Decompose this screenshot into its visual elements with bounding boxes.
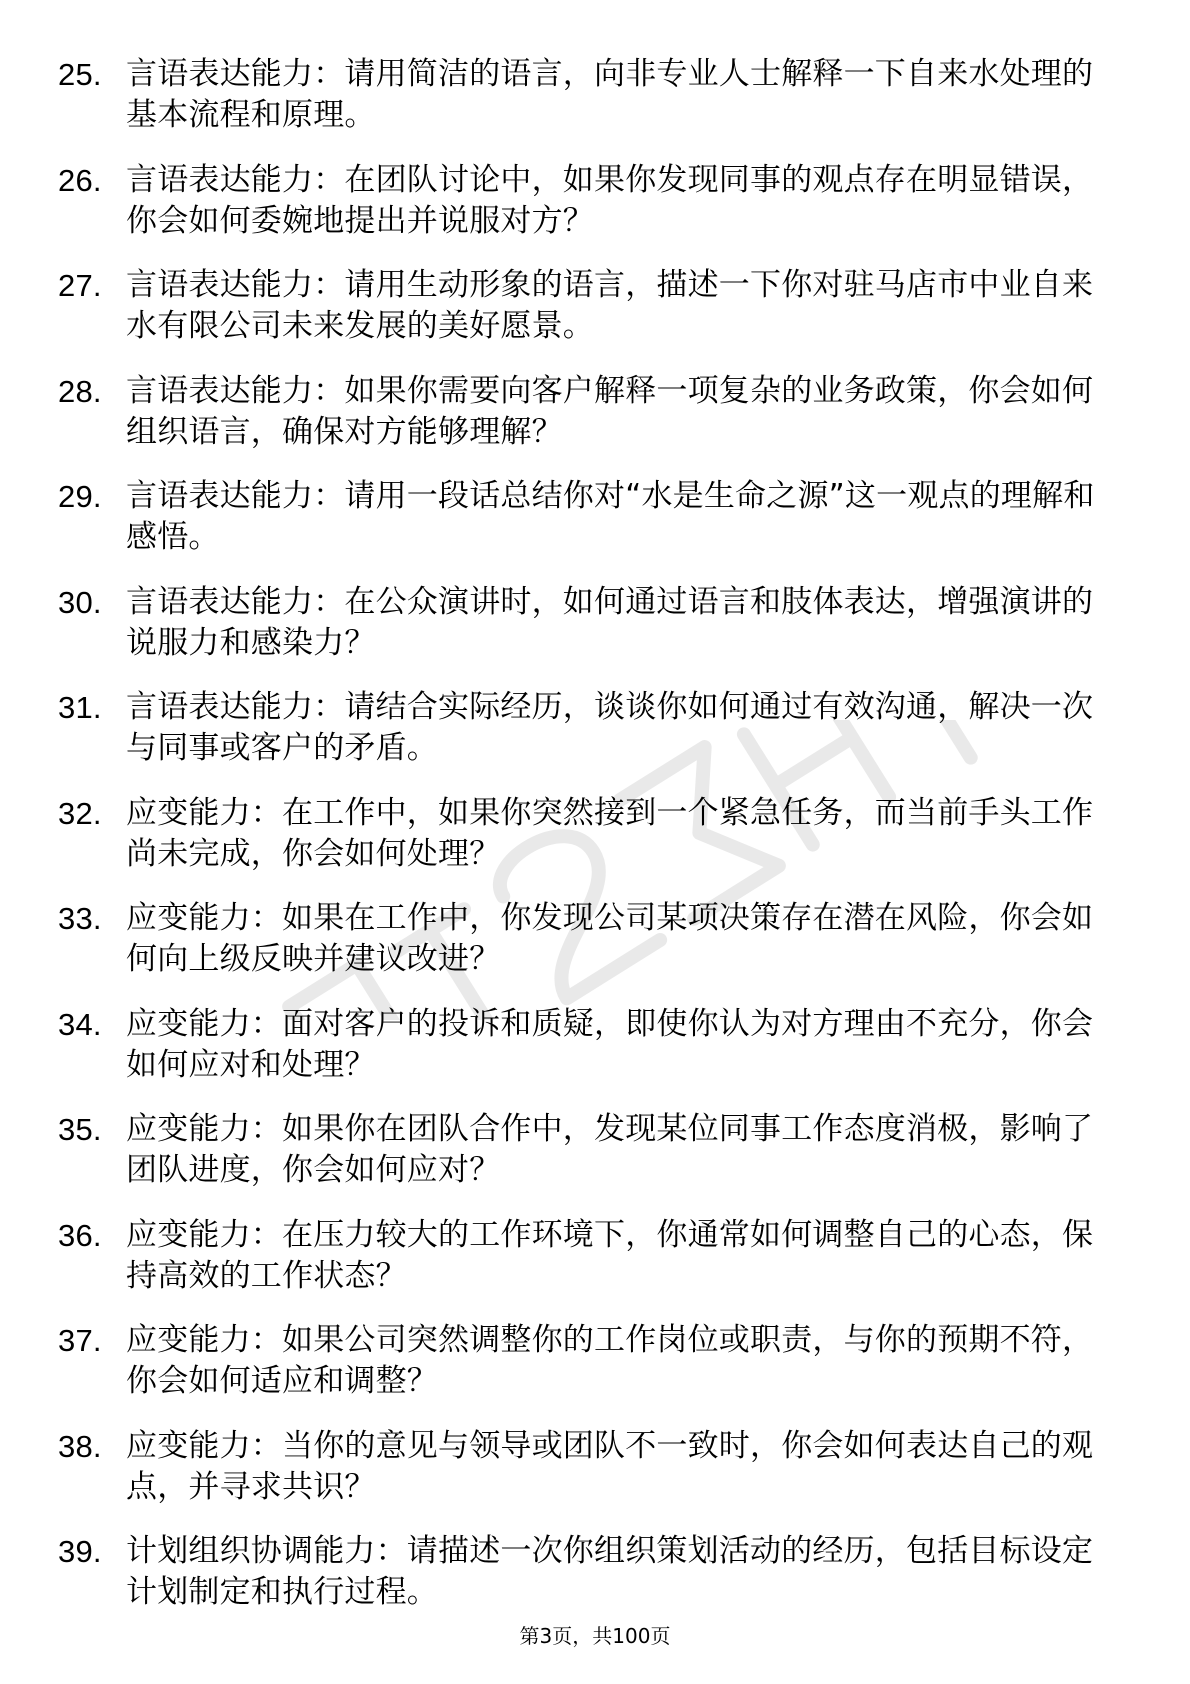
question-text: 言语表达能力：在团队讨论中，如果你发现同事的观点存在明显错误，你会如何委婉地提出并说服对方？ bbox=[126, 161, 1094, 239]
question-number: 27. bbox=[58, 268, 102, 303]
question-number: 39. bbox=[58, 1534, 102, 1569]
question-number: 36. bbox=[58, 1217, 102, 1253]
question-item bbox=[58, 1531, 1118, 1613]
question-number: 30. bbox=[58, 584, 102, 620]
question-list bbox=[58, 54, 1118, 1637]
question-item bbox=[58, 793, 1118, 875]
question-item bbox=[58, 1109, 1118, 1191]
question-text: 应变能力：在工作中，如果你突然接到一个紧急任务，而当前手头工作尚未完成，你会如何处理？ bbox=[126, 794, 1094, 872]
question-text: 应变能力：如果在工作中，你发现公司某项决策存在潜在风险，你会如何向上级反映并建议改进？ bbox=[126, 900, 1094, 977]
question-number: 38. bbox=[58, 1428, 102, 1464]
question-number: 32. bbox=[58, 795, 102, 831]
question-number: 29. bbox=[58, 479, 102, 514]
question-text: 应变能力：面对客户的投诉和质疑，即使你认为对方理由不充分，你会如何应对和处理？ bbox=[126, 1005, 1094, 1083]
page-footer bbox=[0, 1622, 1190, 1650]
question-item bbox=[58, 371, 1118, 453]
question-item bbox=[58, 54, 1118, 136]
question-number: 28. bbox=[58, 373, 102, 409]
question-number: 37. bbox=[58, 1323, 102, 1358]
question-text: 应变能力：当你的意见与领导或团队不一致时，你会如何表达自己的观点，并寻求共识？ bbox=[126, 1427, 1094, 1505]
question-item bbox=[58, 1215, 1118, 1297]
question-number: 35. bbox=[58, 1112, 102, 1147]
question-number: 31. bbox=[58, 690, 102, 725]
question-text: 言语表达能力：请结合实际经历，谈谈你如何通过有效沟通，解决一次与同事或客户的矛盾。 bbox=[126, 689, 1094, 766]
question-text: 计划组织协调能力：请描述一次你组织策划活动的经历，包括目标设定计划制定和执行过程。 bbox=[126, 1533, 1094, 1610]
question-text: 言语表达能力：如果你需要向客户解释一项复杂的业务政策，你会如何组织语言，确保对方能够理解？ bbox=[126, 372, 1094, 450]
question-item bbox=[58, 476, 1118, 558]
question-text: 言语表达能力：在公众演讲时，如何通过语言和肢体表达，增强演讲的说服力和感染力？ bbox=[126, 583, 1094, 661]
question-item bbox=[58, 1004, 1118, 1086]
question-text: 言语表达能力：请用一段话总结你对“水是生命之源”这一观点的理解和感悟。 bbox=[126, 478, 1095, 555]
question-item bbox=[58, 1426, 1118, 1508]
question-item bbox=[58, 160, 1118, 242]
question-item bbox=[58, 265, 1118, 347]
page-number-label: 第3页，共100页 bbox=[519, 1624, 671, 1648]
question-item bbox=[58, 582, 1118, 664]
question-text: 应变能力：如果你在团队合作中，发现某位同事工作态度消极，影响了团队进度，你会如何应对？ bbox=[126, 1111, 1094, 1188]
question-number: 33. bbox=[58, 901, 102, 936]
question-item bbox=[58, 687, 1118, 769]
question-item bbox=[58, 898, 1118, 980]
question-number: 26. bbox=[58, 162, 102, 198]
question-item bbox=[58, 1320, 1118, 1402]
question-number: 25. bbox=[58, 57, 102, 92]
question-text: 应变能力：在压力较大的工作环境下，你通常如何调整自己的心态，保持高效的工作状态？ bbox=[126, 1216, 1094, 1294]
question-text: 言语表达能力：请用生动形象的语言，描述一下你对驻马店市中业自来水有限公司未来发展的美好愿景。 bbox=[126, 267, 1094, 344]
question-text: 言语表达能力：请用简洁的语言，向非专业人士解释一下自来水处理的基本流程和原理。 bbox=[126, 56, 1094, 133]
question-number: 34. bbox=[58, 1006, 102, 1042]
question-text: 应变能力：如果公司突然调整你的工作岗位或职责，与你的预期不符，你会如何适应和调整？ bbox=[126, 1322, 1094, 1399]
